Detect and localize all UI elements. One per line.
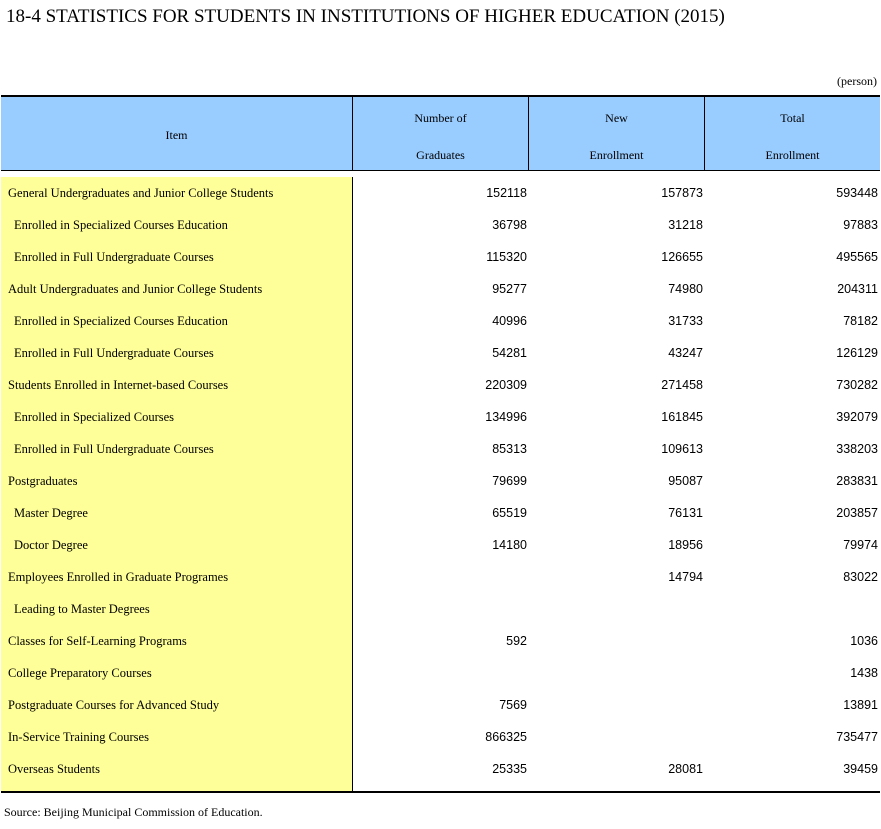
source-note: Source: Beijing Municipal Commission of Education. [4, 805, 263, 819]
table-row [1, 369, 880, 401]
row-label: Enrolled in Specialized Courses Education [1, 209, 353, 241]
table-bottom-padding [1, 785, 880, 791]
row-label: Classes for Self-Learning Programs [1, 625, 353, 657]
table-row [1, 753, 880, 785]
new-enrollment-cell: 161845 [661, 410, 703, 424]
new-enrollment-cell [529, 721, 705, 753]
row-label: Leading to Master Degrees [1, 593, 353, 625]
table-body [1, 177, 880, 791]
graduates-cell [353, 561, 529, 593]
new-enrollment-cell: 95087 [668, 474, 703, 488]
total-enrollment-cell: 78182 [843, 314, 878, 328]
table-row [1, 657, 880, 689]
row-label: Postgraduate Courses for Advanced Study [1, 689, 353, 721]
table-row [1, 177, 880, 209]
page-title: 18-4 STATISTICS FOR STUDENTS IN INSTITUTIONS OF HIGHER EDUCATION (2015) [6, 6, 725, 27]
table-row [1, 305, 880, 337]
total-enrollment-cell: 283831 [836, 474, 878, 488]
graduates-cell: 65519 [492, 506, 527, 520]
total-enrollment-cell: 97883 [843, 218, 878, 232]
graduates-cell: 36798 [492, 218, 527, 232]
table-row [1, 209, 880, 241]
row-label: Overseas Students [1, 753, 353, 785]
graduates-cell: 79699 [492, 474, 527, 488]
graduates-cell: 40996 [492, 314, 527, 328]
unit-label: (person) [837, 74, 877, 88]
total-enrollment-cell: 495565 [836, 250, 878, 264]
row-label: General Undergraduates and Junior College Students [1, 177, 353, 209]
row-label: Enrolled in Full Undergraduate Courses [1, 241, 353, 273]
graduates-cell: 7569 [499, 698, 527, 712]
new-enrollment-cell: 18956 [668, 538, 703, 552]
header-item [1, 97, 353, 170]
new-enrollment-cell [529, 625, 705, 657]
table-row [1, 721, 880, 753]
new-enrollment-cell: 28081 [668, 762, 703, 776]
row-label: Enrolled in Specialized Courses [1, 401, 353, 433]
graduates-cell: 152118 [486, 186, 527, 200]
total-enrollment-cell: 392079 [836, 410, 878, 424]
header-new-line1: New [605, 111, 628, 125]
graduates-cell: 25335 [492, 762, 527, 776]
new-enrollment-cell: 74980 [668, 282, 703, 296]
table-row [1, 465, 880, 497]
header-total-line1: Total [780, 111, 805, 125]
header-total-enrollment [705, 97, 880, 170]
total-enrollment-cell: 735477 [836, 730, 878, 744]
row-label: Employees Enrolled in Graduate Programes [1, 561, 353, 593]
header-item-label: Item [165, 128, 188, 142]
header-graduates-line1: Number of [414, 111, 467, 125]
header-new-enrollment [529, 97, 705, 170]
new-enrollment-cell: 14794 [668, 570, 703, 584]
total-enrollment-cell: 126129 [836, 346, 878, 360]
total-enrollment-cell: 83022 [843, 570, 878, 584]
row-label: In-Service Training Courses [1, 721, 353, 753]
header-graduates [353, 97, 529, 170]
graduates-cell: 14180 [492, 538, 527, 552]
row-label: College Preparatory Courses [1, 657, 353, 689]
total-enrollment-cell: 204311 [837, 282, 878, 296]
new-enrollment-cell: 157873 [661, 186, 703, 200]
table-row [1, 689, 880, 721]
header-total-line2: Enrollment [765, 148, 820, 162]
total-enrollment-cell: 13891 [843, 698, 878, 712]
table-row [1, 433, 880, 465]
graduates-cell: 95277 [492, 282, 527, 296]
new-enrollment-cell: 31733 [668, 314, 703, 328]
table-row [1, 241, 880, 273]
row-label: Postgraduates [1, 465, 353, 497]
graduates-cell [353, 593, 529, 625]
table-row [1, 561, 880, 593]
total-enrollment-cell: 338203 [836, 442, 878, 456]
graduates-cell: 85313 [492, 442, 527, 456]
table-row [1, 401, 880, 433]
new-enrollment-cell: 76131 [668, 506, 703, 520]
new-enrollment-cell: 43247 [668, 346, 703, 360]
total-enrollment-cell: 39459 [843, 762, 878, 776]
graduates-cell: 54281 [492, 346, 527, 360]
row-label: Adult Undergraduates and Junior College Students [1, 273, 353, 305]
header-new-line2: Enrollment [589, 148, 644, 162]
new-enrollment-cell [529, 593, 705, 625]
new-enrollment-cell [529, 689, 705, 721]
graduates-cell: 220309 [485, 378, 527, 392]
table-row [1, 497, 880, 529]
statistics-table [1, 95, 880, 793]
new-enrollment-cell: 109613 [661, 442, 703, 456]
table-row [1, 625, 880, 657]
row-label: Enrolled in Full Undergraduate Courses [1, 337, 353, 369]
graduates-cell: 866325 [485, 730, 527, 744]
new-enrollment-cell [529, 657, 705, 689]
graduates-cell: 134996 [485, 410, 527, 424]
total-enrollment-cell: 79974 [843, 538, 878, 552]
total-enrollment-cell: 1438 [850, 666, 878, 680]
total-enrollment-cell: 1036 [850, 634, 878, 648]
row-label: Students Enrolled in Internet-based Courses [1, 369, 353, 401]
table-row [1, 529, 880, 561]
graduates-cell [353, 657, 529, 689]
total-enrollment-cell: 730282 [836, 378, 878, 392]
total-enrollment-cell: 203857 [836, 506, 878, 520]
total-enrollment-cell [705, 593, 880, 625]
table-header [1, 97, 880, 171]
row-label: Master Degree [1, 497, 353, 529]
label-column-filler [1, 785, 353, 791]
row-label: Enrolled in Full Undergraduate Courses [1, 433, 353, 465]
new-enrollment-cell: 31218 [668, 218, 703, 232]
header-graduates-line2: Graduates [416, 148, 465, 162]
total-enrollment-cell: 593448 [836, 186, 878, 200]
graduates-cell: 115320 [486, 250, 527, 264]
table-row [1, 273, 880, 305]
new-enrollment-cell: 271458 [661, 378, 703, 392]
table-row [1, 593, 880, 625]
row-label: Enrolled in Specialized Courses Education [1, 305, 353, 337]
new-enrollment-cell: 126655 [661, 250, 703, 264]
row-label: Doctor Degree [1, 529, 353, 561]
table-row [1, 337, 880, 369]
graduates-cell: 592 [506, 634, 527, 648]
